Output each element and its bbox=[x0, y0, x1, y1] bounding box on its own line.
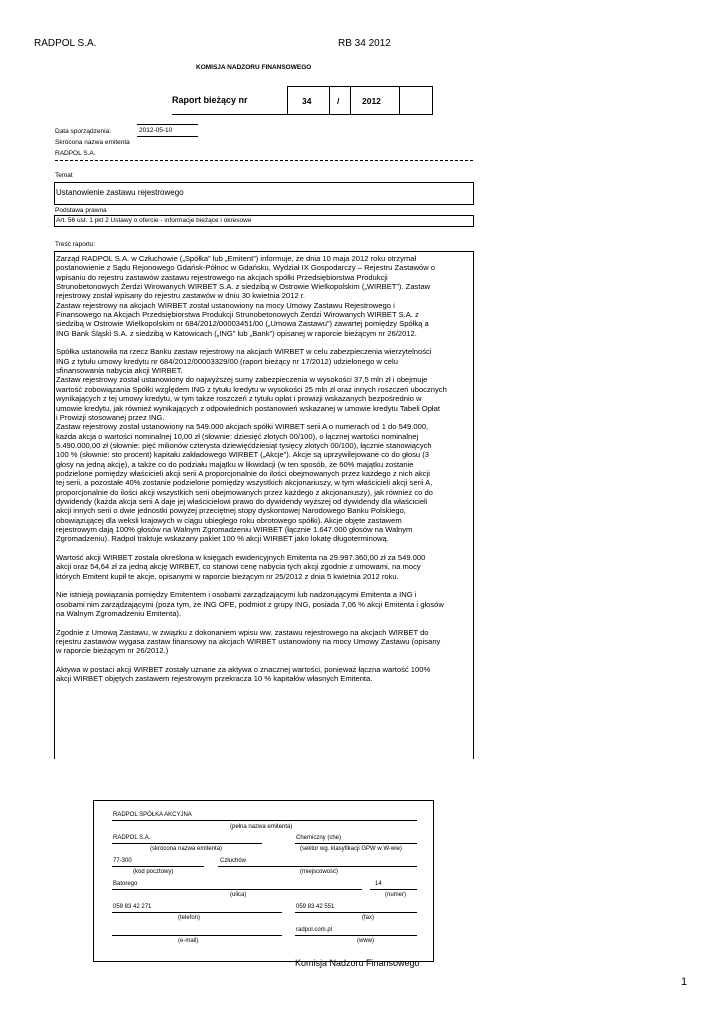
divider bbox=[295, 843, 417, 844]
report-number: 34 bbox=[302, 96, 312, 106]
divider bbox=[295, 912, 417, 913]
footer-authority: Komisja Nadzoru Finansowego bbox=[295, 958, 420, 968]
date-value: 2012-05-10 bbox=[139, 127, 173, 134]
divider bbox=[329, 87, 330, 115]
divider bbox=[55, 160, 473, 161]
content-label: Treść raportu: bbox=[55, 241, 96, 248]
short-name: RADPOL S.A. bbox=[113, 835, 151, 841]
date-label: Data sporządzenia: bbox=[55, 128, 112, 135]
header-company: RADPOL S.A. bbox=[34, 38, 97, 49]
fax: 059 83 42 551 bbox=[296, 904, 335, 910]
street: Batorego bbox=[113, 881, 138, 887]
divider bbox=[112, 843, 262, 844]
header-report-ref: RB 34 2012 bbox=[338, 38, 391, 49]
divider bbox=[399, 87, 400, 115]
phone-caption: (telefon) bbox=[178, 915, 201, 921]
short-name-caption: (skrócona nazwa emitenta) bbox=[150, 846, 223, 852]
divider bbox=[218, 866, 417, 867]
divider bbox=[112, 912, 282, 913]
legal-basis-box bbox=[54, 215, 474, 227]
postal-caption: (kod pocztowy) bbox=[133, 869, 174, 875]
divider bbox=[295, 935, 417, 936]
divider bbox=[172, 114, 432, 115]
street-number: 14 bbox=[375, 881, 382, 887]
legal-basis-label: Podstawa prawna bbox=[55, 207, 107, 214]
divider bbox=[370, 889, 417, 890]
sector: Chemiczny (che) bbox=[296, 835, 342, 841]
city: Człuchów bbox=[220, 858, 247, 864]
content-box bbox=[54, 251, 474, 759]
divider bbox=[350, 87, 351, 115]
street-caption: (ulica) bbox=[230, 892, 247, 898]
sector-caption: (sektor wg. klasyfikacji GPW w W-wie) bbox=[300, 846, 402, 852]
number-caption: (numer) bbox=[385, 892, 407, 898]
content-text: Zarząd RADPOL S.A. w Człuchowie („Spółka” lub „Emitent”) informuje, że dnia 10 maja 2012 roku otrzymał postanowienie z Sądu Rejonowego Gdańsk-Północ w Gdańsku, Wydział IX Gospodarczy – Rejestru Zastawów o wpisaniu do rejestru zastawów zastawu rejestrowego na akcjach spółki Przedsiębiorstwa Produkcji Strunobetonowych Żerdzi Wirowanych WIRBET S.A. z siedzibą w Ostrowie Wielkopolskim („WIRBET”). Zastaw rejestrowy został wpisany do rejestru zastawów w dniu 30 kwietnia 2012 r. Zastaw rejestrowy na akcjach WIRBET został ustanowiony na mocy Umowy Zastawu Rejestrowego i Finansowego na Akcjach Przedsiębiorstwa Produkcji Strunobetonowych Żerdzi Wirowanych WIRBET S.A. z siedzibą w Ostrowie Wielkopolskim nr 684/2012/00003451/00 („Umowa Zastawu”) zawartej pomiędzy Spółką a ING Bank Śląski S.A. z siedzibą w Katowicach („ING” lub „Bank”) opisanej w raporcie bieżącym nr 26/2012. Spółka ustanowiła na rzecz Banku zastaw rejestrowy na akcjach WIRBET w celu zabezpieczenia wierzytelności ING z tytułu umowy kredytu nr 684/2012/00003329/00 (raport bieżący nr 17/2012) udzielonego w celu sfinansowania nabycia akcji WIRBET. Zastaw rejestrowy został ustanowiony do najwyższej sumy zabezpieczenia w wysokości 37,5 mln zł i obejmuje wartość zobowiązania Spółki względem ING z tytułu kredytu w wysokości 25 mln zł oraz innych roszczeń ubocznych wynikających z tej umowy kredytu, w tym także roszczeń z tytułu opłat i prowizji wskazanych bezpośrednio w umowie kredytu, jak również wynikających z odpowiednich postanowień wskazanej w umowie kredytu Tabeli Opłat i Prowizji stosowanej przez ING. Zastaw rejestrowy został ustanowiony na 549.000 akcjach spółki WIRBET serii A o numerach od 1 do 549.000, każda akcja o wartości nominalnej 10,00 zł (słownie: dziesięć złotych 00/100), o łącznej wartości nominalnej 5.490.000,00 zł (słownie: pięć milionów czterysta dziewięćdziesiąt tysięcy złotych 00/100), łącznie stanowiących 100 % (słownie: sto procent) kapitału zakładowego WIRBET („Akcje”). Akcje są uprzywilejowane co do głosu (3 głosy na jedną akcję), a także co do podziału majątku w likwidacji (w ten sposób, że 60% majątku zostanie podzielone pomiędzy właścicieli akcji serii A proporcjonalnie do ilości obejmowanych przez każdego z nich akcji tej serii, a pozostałe 40% zostanie podzielone pomiędzy wszystkich akcjonariuszy, w tym właścicieli akcji serii A, proporcjonalnie do ilości akcji wszystkich serii obejmowanych przez każdego z akcjonariuszy), jak również co do dywidendy (każda akcja serii A daje jej właścicielowi prawo do dywidendy wyższej od dywidendy dla właścicieli akcji innych serii o dwie jednostki powyżej przeciętnej stopy dyskontowej Narodowego Banku Polskiego, obowiązującej dla weksli krajowych w ciągu ubiegłego roku obrotowego spółki). Akcje objęte zastawem rejestrowym dają 100% głosów na Walnym Zgromadzeniu WIRBET (łącznie 1.647.000 głosów na Walnym Zgromadzeniu). Radpol traktuje wskazany pakiet 100 % akcji WIRBET jako lokatę długoterminową. Wartość akcji WIRBET została określona w księgach ewidencyjnych Emitenta na 29.997.360,00 zł za 549.000 akcji oraz 54,64 zł za jedną akcję WIRBET, co stanowi cenę nabycia tych akcji zgodnie z umowami, na mocy których Emitent kupił te akcje, opisanymi w raporcie bieżącym nr 25/2012 z dnia 5 kwietnia 2012 roku. Nie istnieją powiązania pomiędzy Emitentem i osobami zarządzającymi lub nadzorującymi Emitenta a ING i osobami nim zarządzającymi (poza tym, że ING OFE, podmiot z grupy ING, posiada 7,06 % akcji Emitenta i głosów na Walnym Zgromadzeniu Emitenta). Zgodnie z Umową Zastawu, w związku z dokonaniem wpisu ww. zastawu rejestrowego na akcjach WIRBET do rejestru zastawów wygasa zastaw finansowy na akcjach WIRBET ustanowiony na mocy Umowy Zastawu (opisany w raporcie bieżącym nr 26/2012.) Aktywa w postaci akcji WIRBET zostały uznane za aktywa o znacznej wartości, ponieważ łączna wartość 100% akcji WIRBET objętych zastawem rejestrowym przekracza 10 % kapitałów własnych Emitenta. bbox=[56, 254, 447, 684]
divider bbox=[112, 889, 362, 890]
city-caption: (miejscowość) bbox=[300, 869, 339, 875]
divider bbox=[112, 820, 417, 821]
full-name-caption: (pełna nazwa emitenta) bbox=[230, 824, 293, 830]
legal-basis-value: Art. 56 ust. 1 pkt 2 Ustawy o ofercie - informacje bieżące i okresowe bbox=[56, 217, 252, 224]
fax-caption: (fax) bbox=[362, 915, 374, 921]
authority-title: KOMISJA NADZORU FINANSOWEGO bbox=[196, 64, 312, 71]
short-name-value: RADPOL S.A. bbox=[55, 150, 96, 157]
postal-code: 77-300 bbox=[113, 858, 132, 864]
subject-box bbox=[54, 182, 474, 205]
page-number: 1 bbox=[681, 976, 688, 988]
www: radpol.com.pl bbox=[296, 927, 333, 933]
subject-value: Ustanowienie zastawu rejestrowego bbox=[56, 188, 184, 197]
email-caption: (e-mail) bbox=[178, 938, 199, 944]
report-label: Raport bieżący nr bbox=[172, 95, 248, 105]
report-number-box bbox=[287, 86, 433, 115]
short-name-label: Skrócona nazwa emitenta bbox=[55, 139, 130, 146]
full-name: RADPOL SPÓŁKA AKCYJNA bbox=[113, 812, 192, 818]
divider bbox=[112, 866, 204, 867]
divider bbox=[137, 124, 198, 125]
www-caption: (www) bbox=[357, 938, 374, 944]
report-year: 2012 bbox=[362, 96, 381, 106]
subject-label: Temat bbox=[55, 172, 73, 179]
divider bbox=[112, 935, 282, 936]
phone: 059 83 42 271 bbox=[113, 904, 152, 910]
report-slash: / bbox=[337, 96, 340, 106]
divider bbox=[137, 136, 198, 137]
